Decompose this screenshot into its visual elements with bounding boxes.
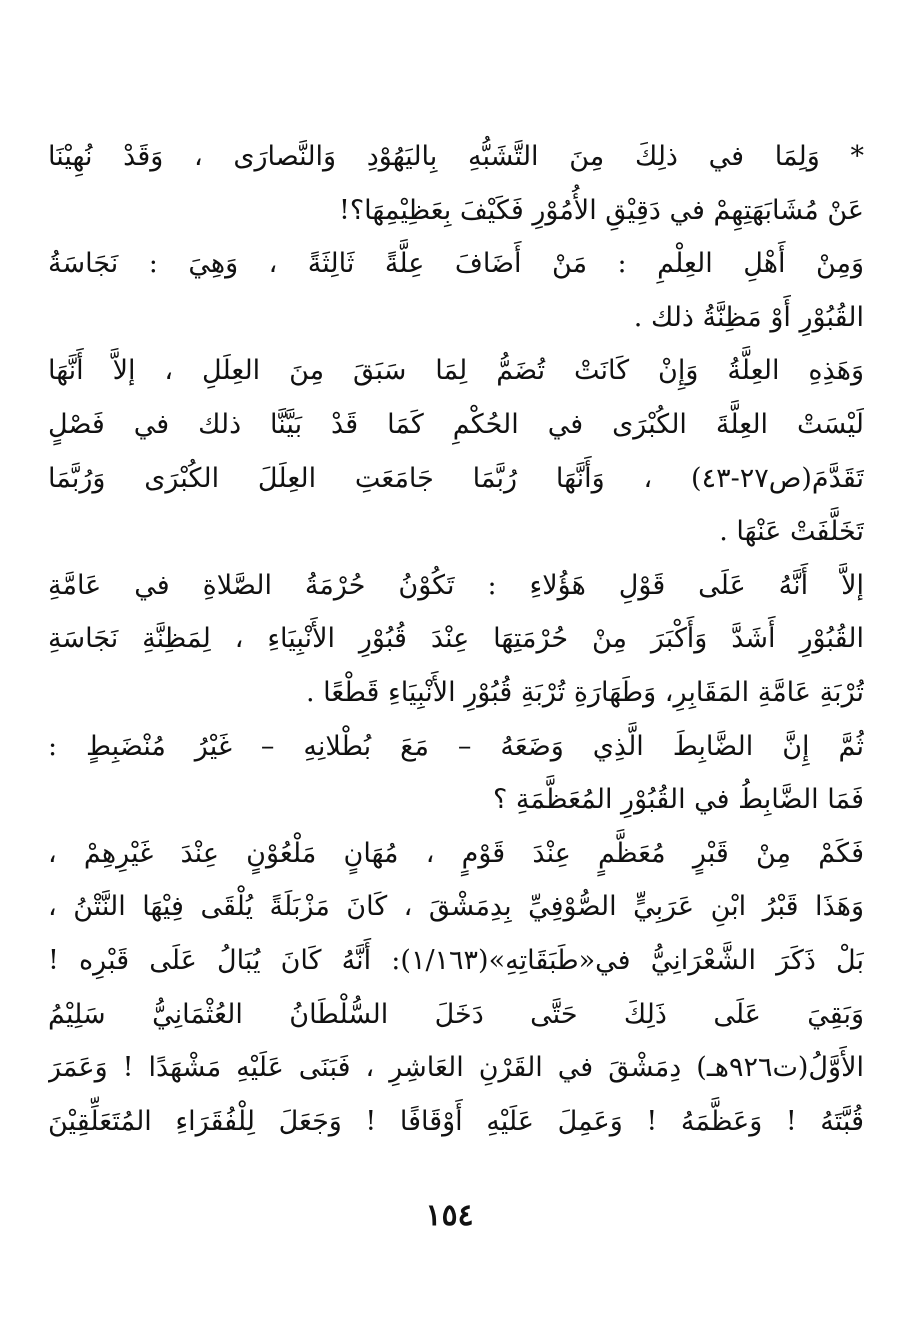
- paragraph: [48, 988, 864, 1149]
- text-line: فَمَا الضَّابِطُ في القُبُوْرِ المُعَظَّمَةِ ؟: [492, 784, 864, 816]
- text-line: وَهَذَا قَبْرُ ابْنِ عَرَبِيٍّ الصُّوْفِيِّ بِدِمَشْقَ ، كَانَ مَزْبَلَةً يُلْقَى فِيْهَا النَّتْنُ ،: [48, 891, 864, 923]
- text-line: لَيْسَتْ العِلَّةَ الكُبْرَى في الحُكْمِ كَمَا قَدْ بَيَّنَّا ذلك في فَصْلٍ: [48, 408, 864, 440]
- text-line: إلاَّ أَنَّهُ عَلَى قَوْلِ هَؤُلاءِ : تَكُوْنُ حُرْمَةُ الصَّلاةِ في عَامَّةِ: [48, 569, 864, 601]
- paragraph: [48, 559, 864, 720]
- text-line: ثُمَّ إِنَّ الضَّابِطَ الَّذِي وَضَعَهُ – مَعَ بُطْلانِهِ – غَيْرُ مُنْضَبِطٍ :: [48, 730, 864, 762]
- text-line: الأَوَّلُ(ت٩٢٦هـ) دِمَشْقَ في القَرْنِ العَاشِرِ ، فَبَنَى عَلَيْهِ مَشْهَدًا ! وَعَمَرَ: [48, 1052, 864, 1084]
- text-line: القُبُوْرِ أَوْ مَظِنَّةُ ذلك .: [633, 301, 864, 333]
- paragraph: [48, 344, 864, 558]
- text-line: تَقَدَّمَ(ص٢٧-٤٣) ، وَأَنَّهَا رُبَّمَا جَامَعَتِ العِلَلَ الكُبْرَى وَرُبَّمَا: [48, 462, 864, 494]
- paragraph: [48, 130, 864, 237]
- text-line: وَبَقِيَ عَلَى ذَلِكَ حَتَّى دَخَلَ السُّلْطَانُ العُثْمَانِيُّ سَلِيْمُ: [48, 998, 864, 1030]
- text-line: عَنْ مُشَابَهَتِهِمْ في دَقِيْقِ الأُمُوْرِ فَكَيْفَ بِعَظِيْمِهَا؟!: [338, 194, 864, 226]
- page-number: ١٥٤: [425, 1198, 474, 1233]
- text-line: قُبَّتَهُ ! وَعَظَّمَهُ ! وَعَمِلَ عَلَيْهِ أَوْقَافًا ! وَجَعَلَ لِلْفُقَرَاءِ المُتَعَلِّقِيْنَ: [48, 1105, 864, 1137]
- paragraph: [48, 720, 864, 827]
- text-line: وَهَذِهِ العِلَّةُ وَإِنْ كَانَتْ تُضَمُّ لِمَا سَبَقَ مِنَ العِلَلِ ، إلاَّ أَنَّهَا: [48, 355, 864, 387]
- paragraph: [48, 827, 864, 988]
- paragraph: [48, 237, 864, 344]
- text-line: تَخَلَّفَتْ عَنْهَا .: [719, 516, 864, 548]
- text-line: بَلْ ذَكَرَ الشَّعْرَانِيُّ في«طَبَقَاتِهِ»(١/١٦٣): أَنَّهُ كَانَ يُبَالُ عَلَى قَبْرِه !: [48, 944, 864, 976]
- body-text: [48, 130, 864, 1148]
- text-line: القُبُوْرِ أَشَدَّ وَأَكْبَرَ مِنْ حُرْمَتِهَا عِنْدَ قُبُوْرِ الأَنْبِيَاءِ ، لِمَظِنَّةِ نَجَاسَةِ: [48, 623, 864, 655]
- text-line: تُرْبَةِ عَامَّةِ المَقَابِرِ، وَطَهَارَةِ تُرْبَةِ قُبُوْرِ الأَنْبِيَاءِ قَطْعًا .: [305, 676, 864, 708]
- text-line: فَكَمْ مِنْ قَبْرٍ مُعَظَّمٍ عِنْدَ قَوْمٍ ، مُهَانٍ مَلْعُوْنٍ عِنْدَ غَيْرِهِمْ ،: [48, 837, 864, 869]
- text-line: * وَلِمَا في ذلِكَ مِنَ التَّشَبُّهِ بِاليَهُوْدِ وَالنَّصارَى ، وَقَدْ نُهِيْنَا: [48, 141, 864, 172]
- text-line: وَمِنْ أَهْلِ العِلْمِ : مَنْ أَضَافَ عِلَّةً ثَالِثَةً ، وَهِيَ : نَجَاسَةُ: [48, 248, 864, 280]
